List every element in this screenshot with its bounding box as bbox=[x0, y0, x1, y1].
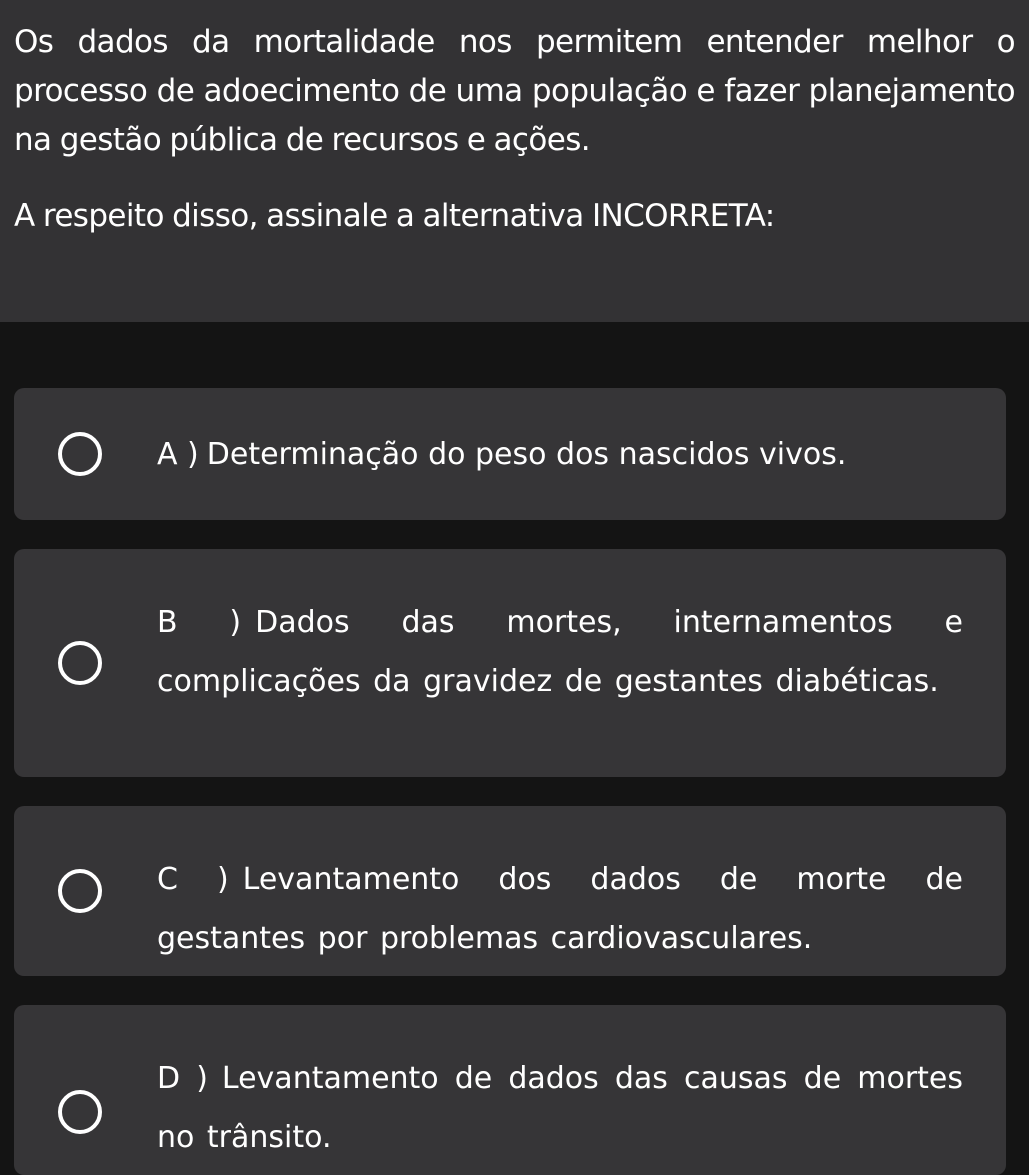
radio-button-d[interactable] bbox=[58, 1090, 102, 1134]
option-letter: D ) bbox=[157, 1061, 208, 1096]
radio-button-a[interactable] bbox=[58, 432, 102, 476]
option-c-body bbox=[157, 850, 963, 968]
answer-options bbox=[14, 388, 1006, 1175]
option-text: Levantamento dos dados de morte de gestantes por problemas cardiovasculares. bbox=[157, 862, 964, 956]
radio-button-c[interactable] bbox=[58, 869, 102, 913]
option-c[interactable] bbox=[14, 806, 1006, 976]
option-b-body bbox=[157, 593, 963, 711]
question-prompt: A respeito disso, assinale a alternativa INCORRETA: bbox=[14, 198, 775, 234]
option-text: Dados das mortes, internamentos e complicações da gravidez de gestantes diabéticas. bbox=[157, 605, 963, 699]
option-a[interactable] bbox=[14, 388, 1006, 520]
option-d-body bbox=[157, 1049, 963, 1167]
option-a-body bbox=[157, 425, 963, 484]
radio-button-b[interactable] bbox=[58, 641, 102, 685]
option-letter: B ) bbox=[157, 605, 242, 640]
question-statement: Os dados da mortalidade nos permitem entender melhor o processo de adoecimento de uma população e fazer planejamento na gestão pública de recursos e ações. bbox=[14, 24, 1015, 158]
option-text: Levantamento de dados das causas de mortes no trânsito. bbox=[157, 1061, 964, 1155]
question-panel bbox=[0, 0, 1029, 322]
option-d[interactable] bbox=[14, 1005, 1006, 1175]
option-b[interactable] bbox=[14, 549, 1006, 777]
option-letter: A ) bbox=[157, 437, 199, 472]
option-text: Determinação do peso dos nascidos vivos. bbox=[206, 437, 847, 472]
option-letter: C ) bbox=[157, 862, 229, 897]
